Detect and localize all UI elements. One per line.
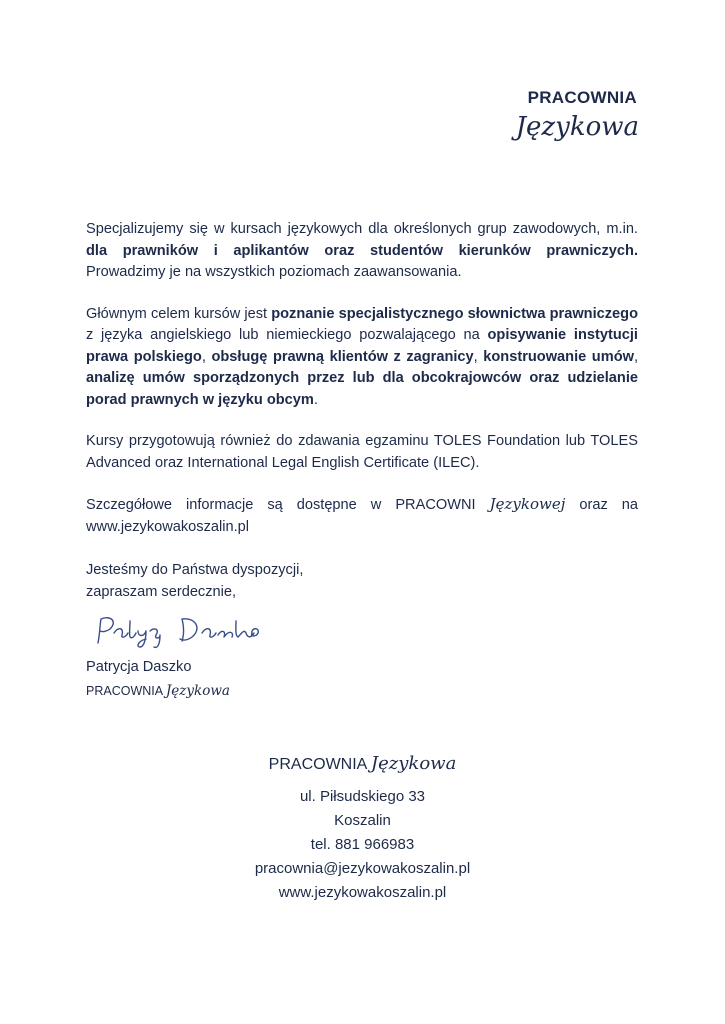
footer-street: ul. Piłsudskiego 33 bbox=[299, 788, 426, 805]
paragraph-specialization bbox=[86, 219, 638, 284]
signer-company-script: Językowa bbox=[165, 682, 230, 699]
p1-text-end: Prowadzimy je na wszystkich poziomach zaawansowania. bbox=[86, 264, 462, 280]
handwritten-signature bbox=[92, 613, 267, 651]
p2-bold-h: konstruowanie umów bbox=[483, 348, 634, 365]
footer-email: pracownia@jezykowakoszalin.pl bbox=[254, 860, 471, 877]
p2-bold-f: obsługę prawną klientów z zagranicy bbox=[211, 348, 474, 365]
footer-brand-text: PRACOWNIA bbox=[268, 756, 371, 773]
signer-company-text: PRACOWNIA bbox=[86, 683, 166, 698]
footer-website: www.jezykowakoszalin.pl bbox=[278, 884, 447, 901]
brand-name-top: PRACOWNIA bbox=[527, 88, 637, 107]
closing bbox=[86, 560, 638, 603]
letter-body bbox=[86, 219, 638, 702]
p2-bold-d: opisywanie instytucji prawa polskiego bbox=[86, 327, 638, 365]
closing-line-1: Jesteśmy do Państwa dyspozycji, bbox=[86, 562, 304, 578]
p2-text-k: . bbox=[313, 391, 318, 408]
p1-text: Specjalizujemy się w kursach językowych dla określonych grup zawodowych, m.in. bbox=[86, 221, 638, 237]
p2-text-e: , bbox=[201, 348, 212, 365]
p4-brand-script: Językowej bbox=[489, 495, 566, 513]
signer-name: Patrycja Daszko bbox=[86, 659, 192, 675]
footer-city: Koszalin bbox=[334, 812, 391, 829]
signer-company bbox=[86, 681, 638, 703]
paragraph-info bbox=[86, 494, 638, 538]
paragraph-exams: Kursy przygotowują również do zdawania egzaminu TOLES Foundation lub TOLES Advanced oraz International Legal English Certificate (ILEC). bbox=[86, 433, 638, 471]
p4-text-c: oraz na www.jezykowakoszalin.pl bbox=[86, 497, 639, 535]
footer-phone: tel. 881 966983 bbox=[310, 836, 415, 853]
closing-line-2: zapraszam serdecznie, bbox=[86, 583, 237, 600]
footer-brand-script: Językowa bbox=[370, 753, 457, 774]
p2-text-a: Głównym celem kursów jest bbox=[86, 305, 272, 322]
paragraph-goals bbox=[86, 304, 638, 412]
footer-brand bbox=[0, 752, 725, 777]
p2-bold-b: poznanie specjalistycznego słownictwa prawniczego bbox=[271, 305, 639, 322]
p2-text-c: z języka angielskiego lub niemieckiego pozwalającego na bbox=[86, 327, 488, 343]
p1-bold: dla prawników i aplikantów oraz studentów kierunków prawniczych. bbox=[86, 242, 638, 259]
p4-text-a: Szczegółowe informacje są dostępne w PRACOWNI bbox=[86, 497, 490, 513]
brand-name-script: Językowa bbox=[515, 112, 639, 142]
p2-text-i: , bbox=[633, 348, 639, 365]
footer-address bbox=[0, 752, 725, 905]
p2-bold-j: analizę umów sporządzonych przez lub dla obcokrajowców oraz udzielanie porad prawnych w języku obcym bbox=[86, 370, 638, 408]
letterhead bbox=[516, 88, 637, 142]
signature-text: Patrycja Daszko bbox=[92, 613, 100, 614]
p2-text-g: , bbox=[473, 348, 484, 365]
